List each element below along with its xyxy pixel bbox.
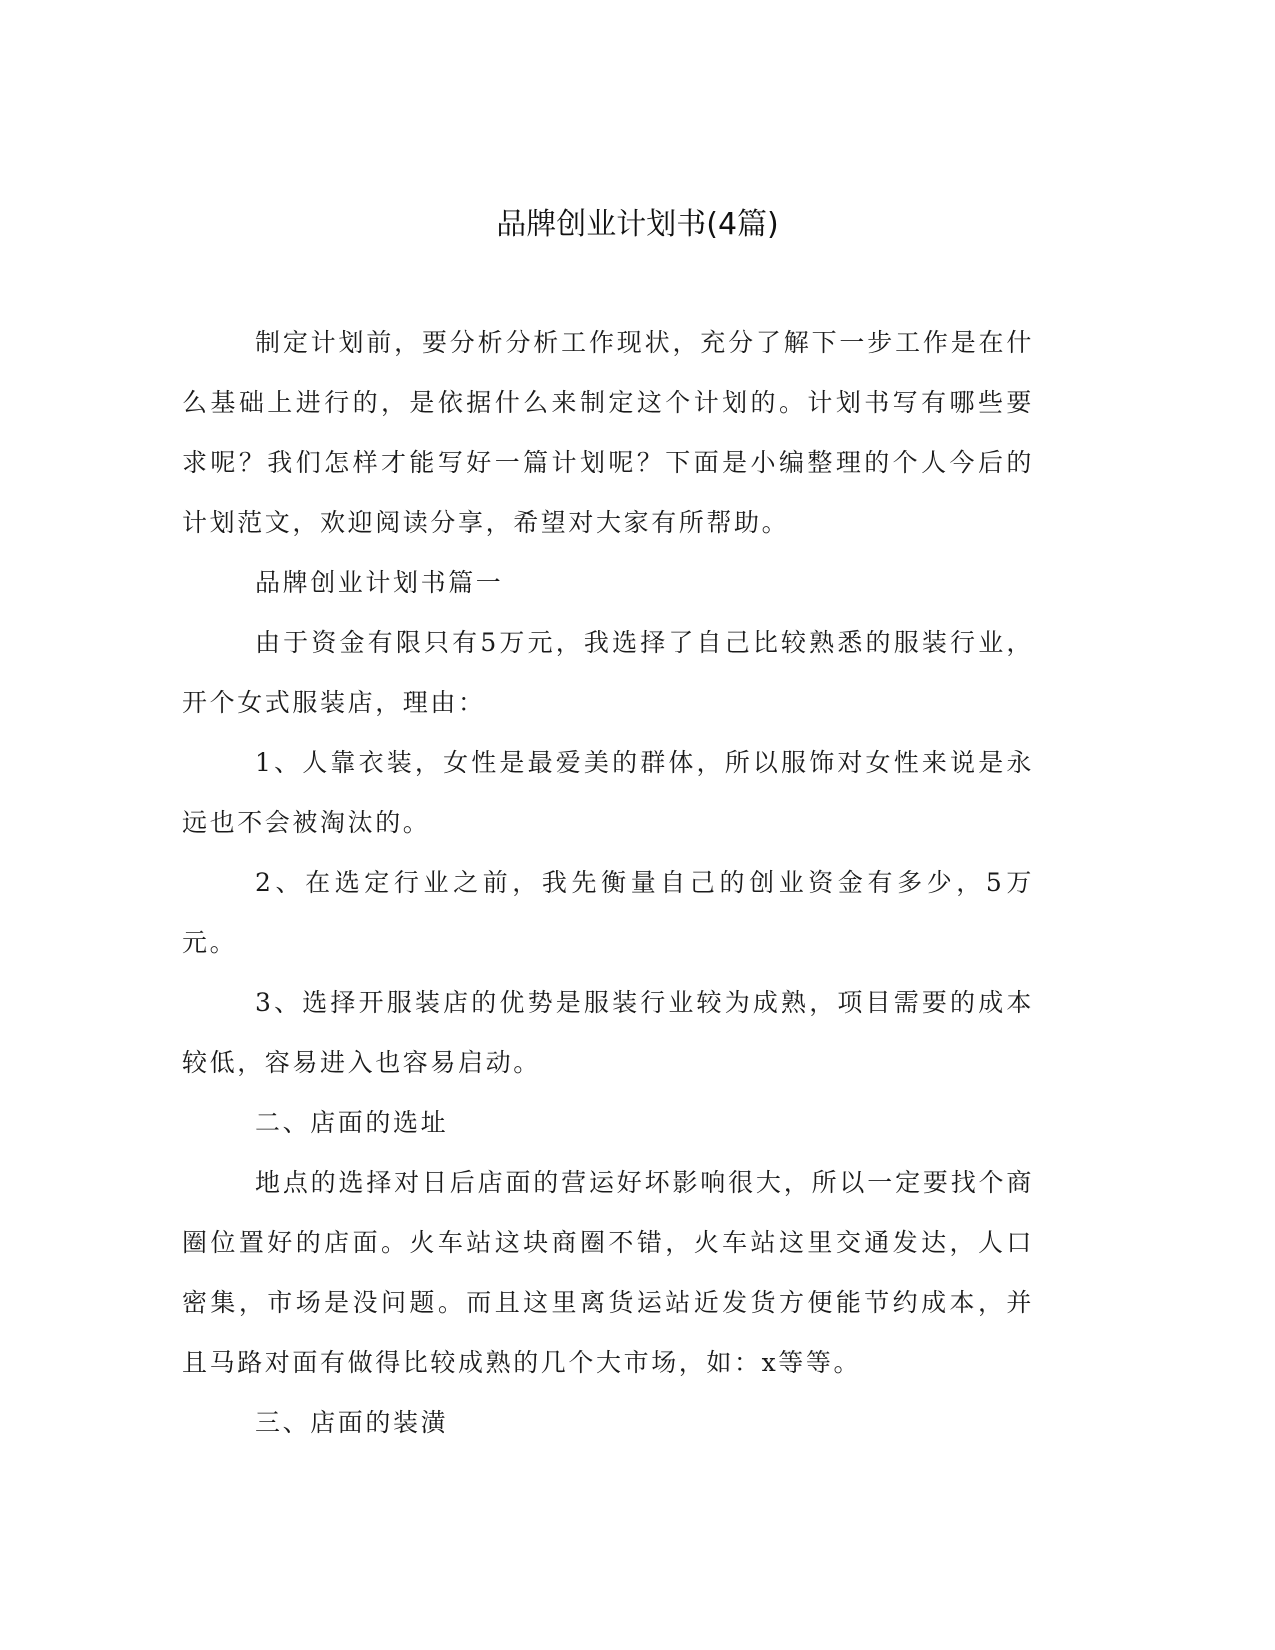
list-item-3: 3、选择开服装店的优势是服装行业较为成熟，项目需要的成本较低，容易进入也容易启动。	[182, 988, 1034, 1077]
list-item-2: 2、在选定行业之前，我先衡量自己的创业资金有多少，5万元。	[182, 868, 1034, 957]
list-item-1: 1、人靠衣装，女性是最爱美的群体，所以服饰对女性来说是永远也不会被淘汰的。	[182, 748, 1034, 837]
document-body	[182, 313, 1034, 1453]
section-heading-decoration: 三、店面的装潢	[255, 1408, 449, 1437]
section-heading-part-one: 品牌创业计划书篇一	[255, 568, 504, 597]
paragraph-location: 地点的选择对日后店面的营运好坏影响很大，所以一定要找个商圈位置好的店面。火车站这块商圈不错，火车站这里交通发达，人口密集，市场是没问题。而且这里离货运站近发货方便能节约成本，并且马路对面有做得比较成熟的几个大市场，如：x等等。	[182, 1168, 1034, 1377]
intro-paragraph: 制定计划前，要分析分析工作现状，充分了解下一步工作是在什么基础上进行的，是依据什么来制定这个计划的。计划书写有哪些要求呢？我们怎样才能写好一篇计划呢？下面是小编整理的个人今后的计划范文，欢迎阅读分享，希望对大家有所帮助。	[182, 328, 1034, 537]
section-heading-location: 二、店面的选址	[255, 1108, 449, 1137]
paragraph-capital: 由于资金有限只有5万元，我选择了自己比较熟悉的服装行业，开个女式服装店，理由：	[182, 628, 1034, 717]
document-title: 品牌创业计划书(4篇)	[496, 207, 779, 242]
